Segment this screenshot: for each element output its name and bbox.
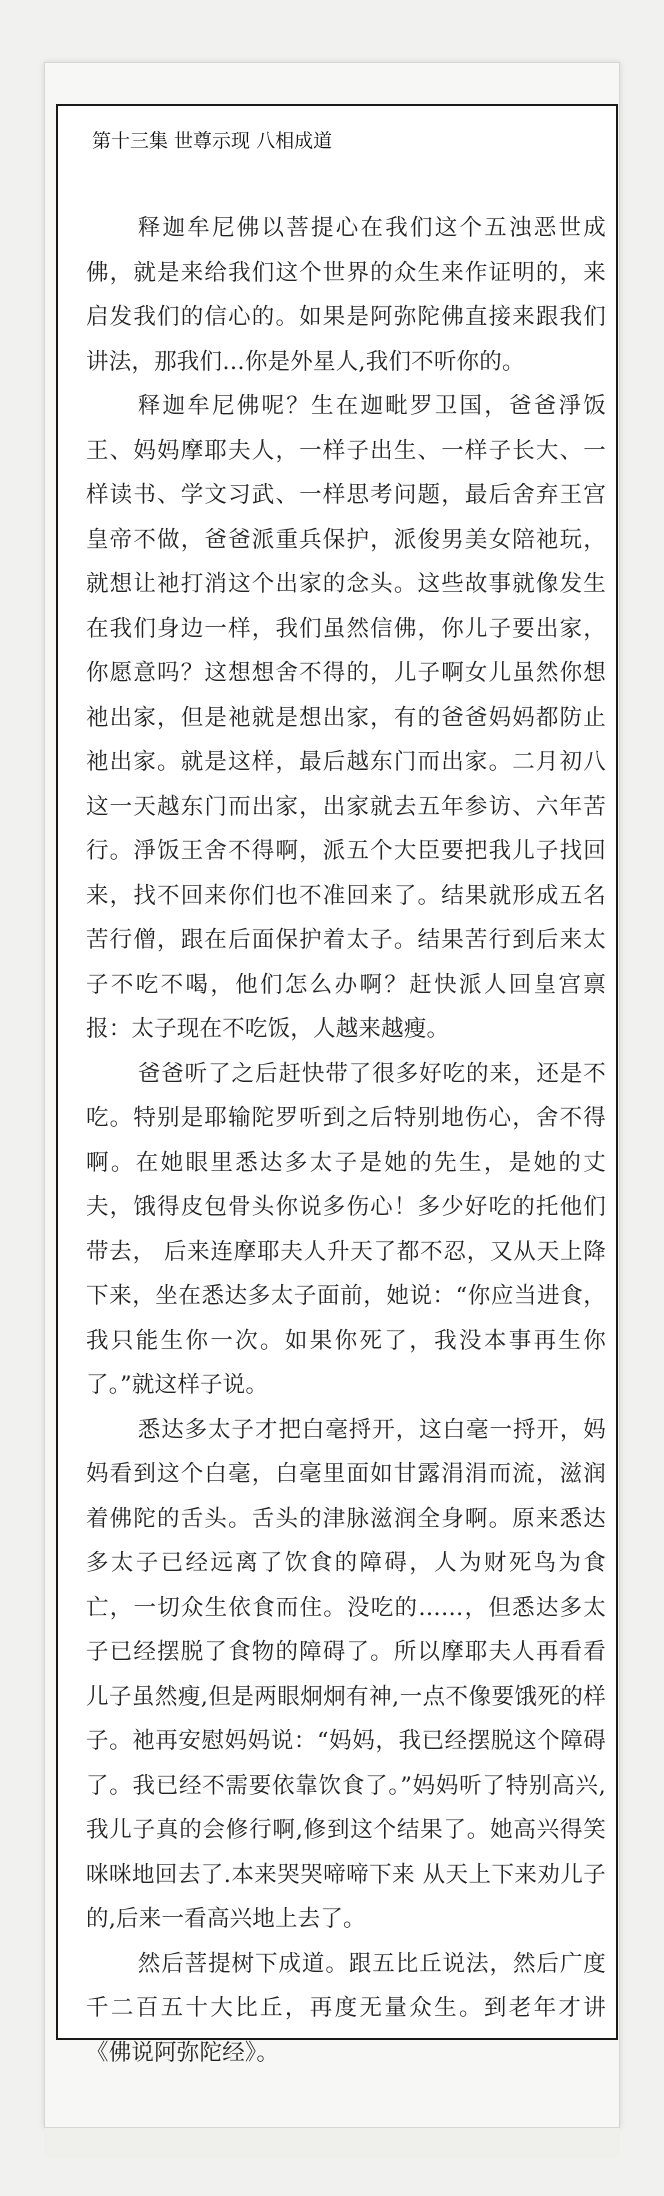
paragraph-1: 释迦牟尼佛以菩提心在我们这个五浊恶世成佛，就是来给我们这个世界的众生来作证明的，来启发我们的信心的。如果是阿弥陀佛直接来跟我们讲法，那我们…你是外星人,我们不听你的。 [86, 215, 606, 375]
paragraph-3: 爸爸听了之后赶快带了很多好吃的来，还是不吃。特别是耶输陀罗听到之后特别地伤心，舍不得啊。在她眼里悉达多太子是她的先生，是她的丈夫，饿得皮包骨头你说多伤心！多少好吃的托他们带去， 后来连摩耶夫人升天了都不忍，又从天上降下来，坐在悉达多太子面前，她说：“你应当进食，我只能生你一次。如果你死了，我没本事再生你了。”就这样子说。 [86, 1060, 606, 1398]
paragraph-5: 然后菩提树下成道。跟五比丘说法，然后广度千二百五十大比丘，再度无量众生。到老年才讲《佛说阿弥陀经》。 [86, 1950, 606, 2066]
article-title: 第十三集 世尊示现 八相成道 [92, 130, 333, 152]
page-bottom-strip [44, 2128, 620, 2158]
paragraph-2: 释迦牟尼佛呢？生在迦毗罗卫国，爸爸淨饭王、妈妈摩耶夫人，一样子出生、一样子长大、一样读书、学文习武、一样思考问题，最后舍弃王宫皇帝不做，爸爸派重兵保护，派俊男美女陪祂玩，就想让祂打消这个出家的念头。这些故事就像发生在我们身边一样，我们虽然信佛，你儿子要出家，你愿意吗？这想想舍不得的，儿子啊女儿虽然你想祂出家，但是祂就是想出家，有的爸爸妈妈都防止祂出家。就是这样，最后越东门而出家。二月初八这一天越东门而出家，出家就去五年参访、六年苦行。淨饭王舍不得啊，派五个大臣要把我儿子找回来，找不回来你们也不准回来了。结果就形成五名苦行僧，跟在后面保护着太子。结果苦行到后来太子不吃不喝，他们怎么办啊？赶快派人回皇宫禀报：太子现在不吃饭，人越来越瘦。 [86, 393, 606, 1042]
paragraph-4: 悉达多太子才把白毫捋开，这白毫一捋开，妈妈看到这个白毫，白毫里面如甘露涓涓而流，滋润着佛陀的舌头。舌头的津脉滋润全身啊。原来悉达多太子已经远离了饮食的障碍，人为财死鸟为食亡，一切众生依食而住。没吃的……，但悉达多太子已经摆脱了食物的障碍了。所以摩耶夫人再看看儿子虽然瘦,但是两眼炯炯有神,一点不像要饿死的样子。祂再安慰妈妈说：“妈妈，我已经摆脱这个障碍了。我已经不需要依靠饮食了。”妈妈听了特别高兴,我儿子真的会修行啊,修到这个结果了。她高兴得笑咪咪地回去了.本来哭哭啼啼下来 从天上下来劝儿子的,后来一看高兴地上去了。 [86, 1416, 606, 1932]
text-frame [56, 104, 618, 2066]
article-body [86, 128, 606, 2075]
